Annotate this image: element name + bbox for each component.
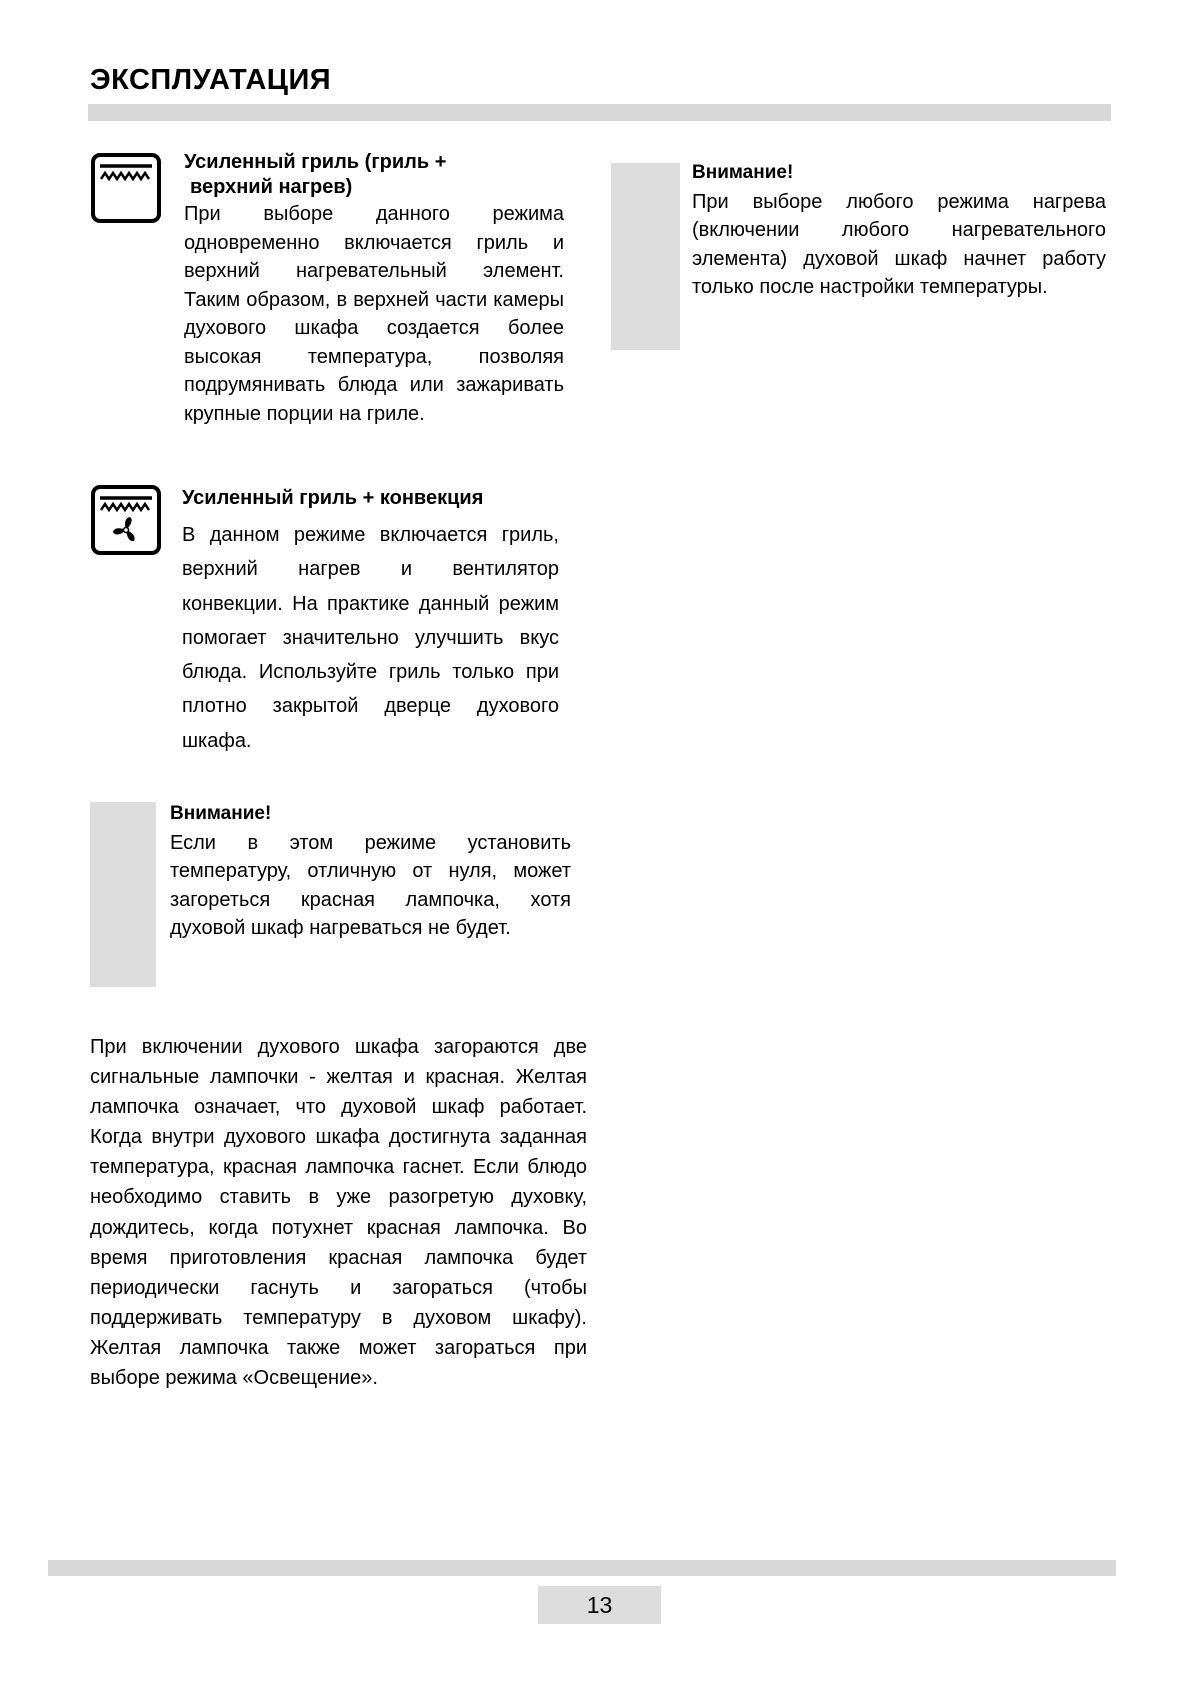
mode-grill-convection-heading: Усиленный гриль + конвекция [182, 487, 484, 509]
page-number: 13 [538, 1586, 661, 1624]
page-title: ЭКСПЛУАТАЦИЯ [90, 64, 332, 96]
note-left-bar [90, 802, 156, 987]
note-left-heading: Внимание! [170, 803, 272, 824]
note-right-text: При выборе любого режима нагрева (включении любого нагревательного элемента) духовой шкаф начнет работу только после настройки температуры. [692, 191, 1106, 298]
header-rule [88, 104, 1111, 121]
mode-grill-top-heading [184, 150, 446, 200]
oven-grill-top-heat-icon [90, 152, 162, 224]
note-right-bar [611, 163, 680, 350]
signal-lamps-paragraph: При включении духового шкафа загораются две сигнальные лампочки - желтая и красная. Желтая лампочка означает, что духовой шкаф работает. Когда внутри духового шкафа достигнута заданная температура, красная лампочка гаснет. Если блюдо необходимо ставить в уже разогретую духовку, дождитесь, когда потухнет красная лампочка. Во время приготовления красная лампочка будет периодически гаснуть и загораться (чтобы поддерживать температуру в духовом шкафу). Желтая лампочка также может загораться при выборе режима «Освещение». [90, 1036, 587, 1390]
mode-grill-top-title-line2: верхний нагрев) [190, 176, 353, 198]
mode-grill-top-title-line1: Усиленный гриль (гриль + [184, 151, 447, 173]
footer-rule [48, 1560, 1116, 1576]
note-left-text: Если в этом режиме установить температуру, отличную от нуля, может загореться красная лампочка, хотя духовой шкаф нагреваться не будет. [170, 832, 571, 939]
mode-grill-top-description: При выборе данного режима одновременно включается гриль и верхний нагревательный элемент. Таким образом, в верхней части камеры духового шкафа создается более высокая температура, позволяя подрумянивать блюда или зажаривать крупные порции на гриле. [184, 203, 564, 425]
mode-grill-convection-description: В данном режиме включается гриль, верхний нагрев и вентилятор конвекции. На практике данный режим помогает значительно улучшить вкус блюда. Используйте гриль только при плотно закрытой дверце духового шкафа. [182, 524, 559, 752]
note-right-heading: Внимание! [692, 162, 794, 183]
oven-grill-fan-icon [90, 484, 162, 556]
